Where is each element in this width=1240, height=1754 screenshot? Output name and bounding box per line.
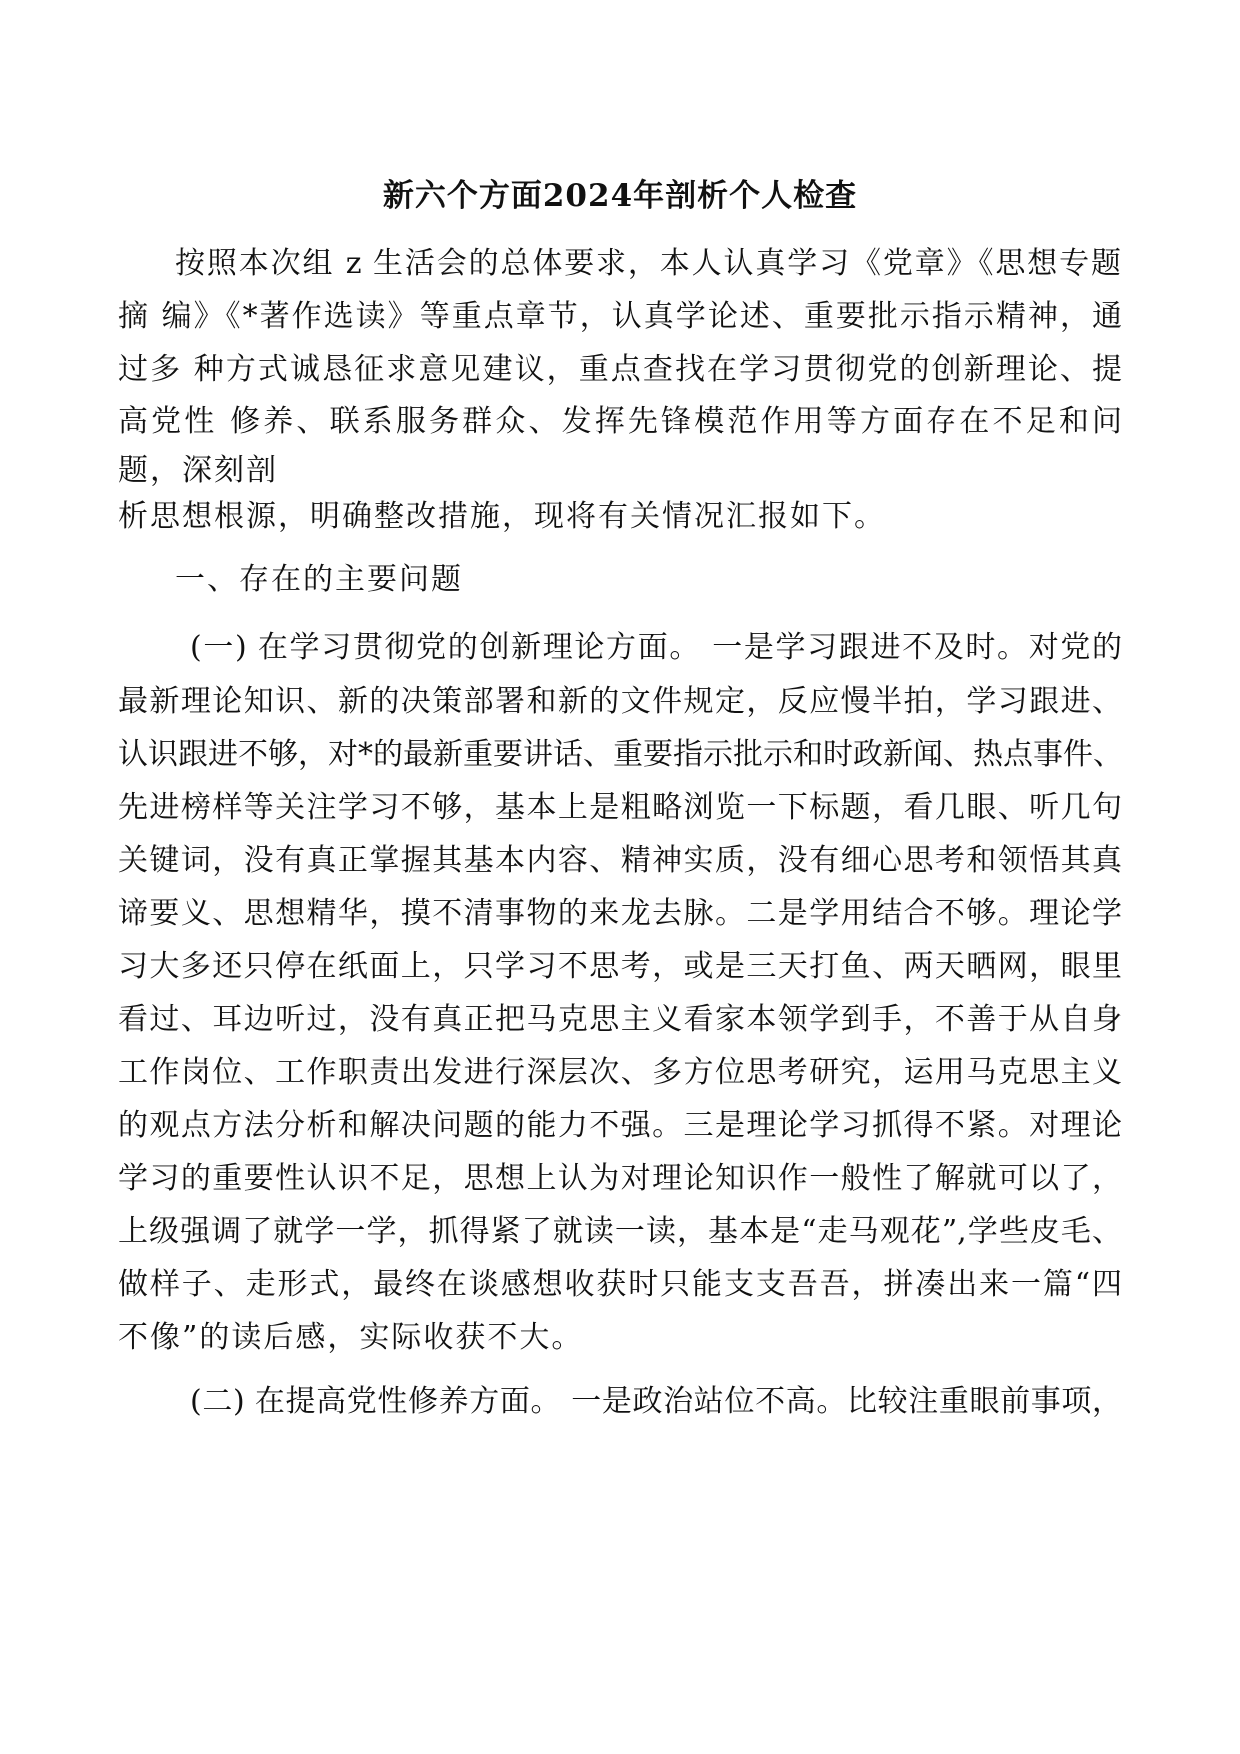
paragraph-line: 题，深刻剖 — [118, 453, 278, 488]
paragraph-line: 谛要义、思想精华，摸不清事物的来龙去脉。二是学用结合不够。理论学 — [118, 896, 1122, 931]
paragraph-line: 关键词，没有真正掌握其基本内容、精神实质，没有细心思考和领悟其真 — [118, 843, 1122, 878]
paragraph-line: (一) 在学习贯彻党的创新理论方面。 一是学习跟进不及时。对党的 — [190, 630, 1122, 665]
paragraph-line: 做样子、走形式，最终在谈感想收获时只能支支吾吾，拼凑出来一篇“四 — [118, 1267, 1122, 1302]
paragraph-line: 过多 种方式诚恳征求意见建议，重点查找在学习贯彻党的创新理论、提 — [118, 352, 1122, 387]
paragraph-line: 按照本次组 z 生活会的总体要求，本人认真学习《党章》《思想专题 — [175, 246, 1121, 281]
paragraph-line: (二) 在提高党性修养方面。 一是政治站位不高。比较注重眼前事项， — [190, 1384, 1122, 1419]
paragraph-line: 工作岗位、工作职责出发进行深层次、多方位思考研究，运用马克思主义 — [118, 1055, 1122, 1090]
document-title: 新六个方面2024年剖析个人检查 — [382, 178, 858, 214]
paragraph-line: 看过、耳边听过，没有真正把马克思主义看家本领学到手，不善于从自身 — [118, 1002, 1122, 1037]
paragraph-line: 析思想根源，明确整改措施，现将有关情况汇报如下。 — [118, 499, 886, 534]
paragraph-line: 摘 编》《*著作选读》等重点章节，认真学论述、重要批示指示精神，通 — [118, 299, 1122, 334]
paragraph-line: 先进榜样等关注学习不够，基本上是粗略浏览一下标题，看几眼、听几句 — [118, 790, 1122, 825]
paragraph-line: 高党性 修养、联系服务群众、发挥先锋模范作用等方面存在不足和问 — [118, 404, 1122, 439]
paragraph-line: 不像”的读后感，实际收获不大。 — [118, 1320, 584, 1355]
paragraph-line: 认识跟进不够，对*的最新重要讲话、重要指示批示和时政新闻、热点事件、 — [118, 737, 1123, 772]
section-heading: 一、存在的主要问题 — [175, 562, 463, 597]
paragraph-line: 的观点方法分析和解决问题的能力不强。三是理论学习抓得不紧。对理论 — [118, 1108, 1122, 1143]
paragraph-line: 习大多还只停在纸面上，只学习不思考，或是三天打鱼、两天晒网，眼里 — [118, 949, 1122, 984]
paragraph-line: 最新理论知识、新的决策部署和新的文件规定，反应慢半拍，学习跟进、 — [118, 684, 1122, 719]
paragraph-line: 上级强调了就学一学，抓得紧了就读一读，基本是“走马观花”,学些皮毛、 — [118, 1214, 1122, 1249]
paragraph-line: 学习的重要性认识不足，思想上认为对理论知识作一般性了解就可以了， — [118, 1161, 1122, 1196]
